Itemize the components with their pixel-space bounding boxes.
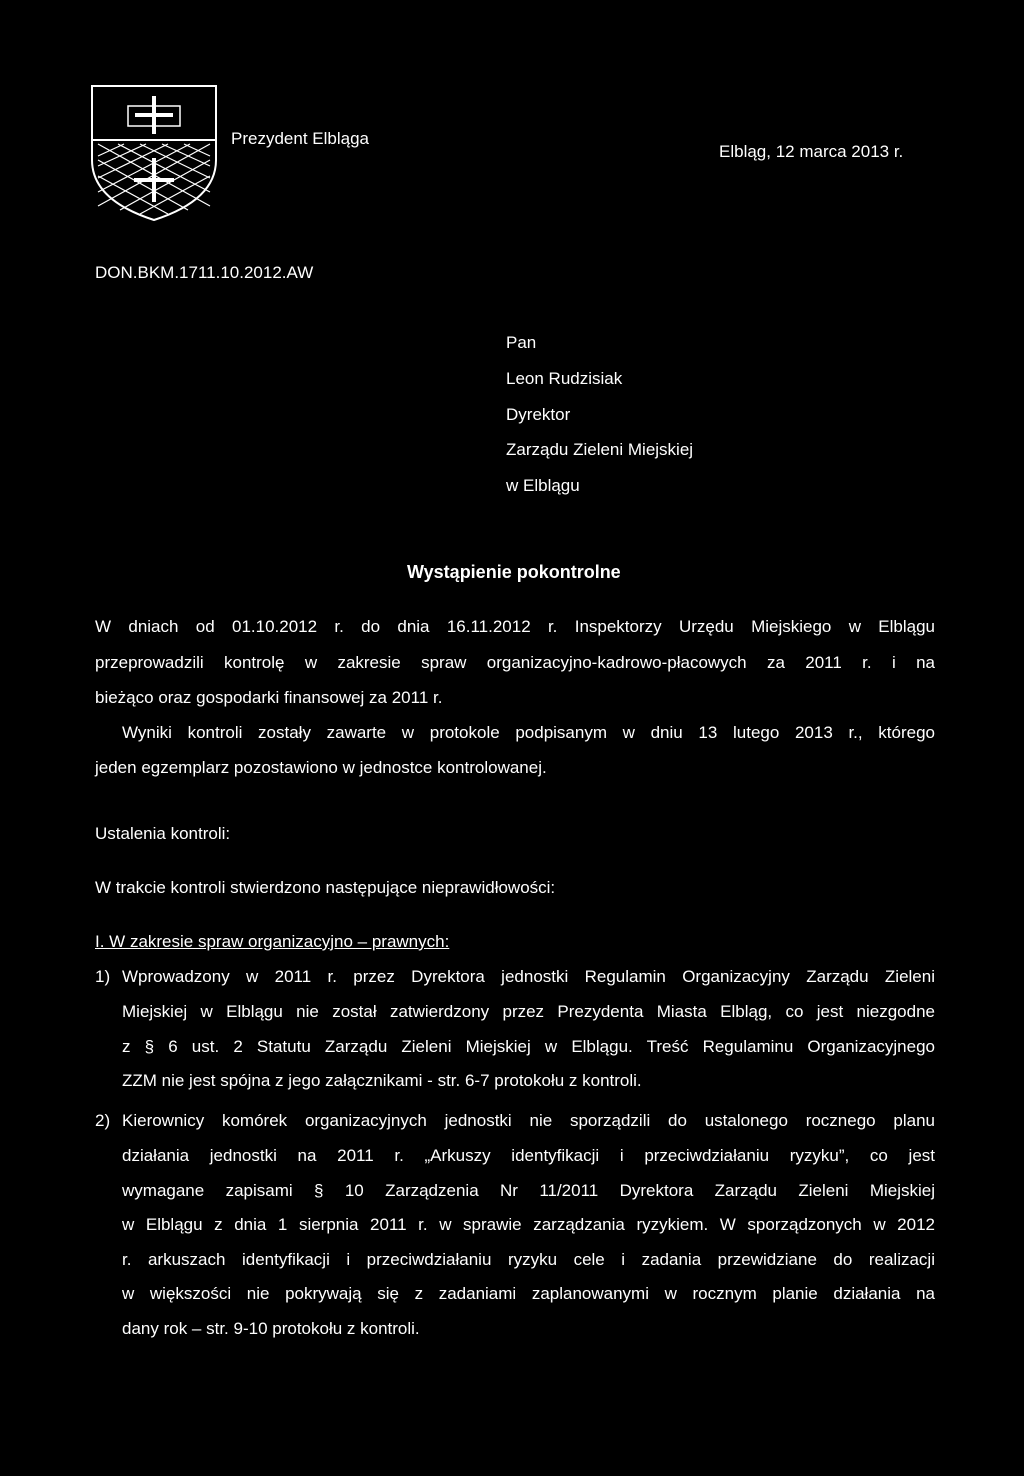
intro-line-3: bieżąco oraz gospodarki finansowej za 2011 r. bbox=[95, 688, 443, 707]
item-1-line-3: z § 6 ust. 2 Statutu Zarządu Zieleni Miejskiej w Elblągu. Treść Regulaminu Organizacyjnego bbox=[122, 1037, 935, 1056]
item-2-line-1: Kierownicy komórek organizacyjnych jednostki nie sporządzili do ustalonego rocznego planu bbox=[122, 1111, 935, 1130]
issuer-name: Prezydent Elbląga bbox=[231, 129, 369, 148]
addressee-city: w Elblągu bbox=[506, 476, 580, 495]
intro-line-1: W dniach od 01.10.2012 r. do dnia 16.11.2012 r. Inspektorzy Urzędu Miejskiego w Elblągu bbox=[95, 617, 935, 636]
item-2-line-2: działania jednostki na 2011 r. „Arkuszy identyfikacji i przeciwdziałaniu ryzyku”, co jest bbox=[122, 1146, 935, 1165]
item-1-line-2: Miejskiej w Elblągu nie został zatwierdzony przez Prezydenta Miasta Elbląg, co jest niezgodne bbox=[122, 1002, 935, 1021]
elblag-coat-of-arms bbox=[88, 82, 220, 224]
intro-line-2: przeprowadzili kontrolę w zakresie spraw organizacyjno-kadrowo-płacowych za 2011 r. i na bbox=[95, 653, 935, 672]
item-2-line-7: dany rok – str. 9-10 protokołu z kontroli. bbox=[122, 1319, 420, 1338]
findings-intro: W trakcie kontroli stwierdzono następujące nieprawidłowości: bbox=[95, 878, 556, 897]
item-2-line-5: r. arkuszach identyfikacji i przeciwdziałaniu ryzyku cele i zadania przewidziane do realizacji bbox=[122, 1250, 935, 1269]
addressee-position: Dyrektor bbox=[506, 405, 571, 424]
intro-line-5: jeden egzemplarz pozostawiono w jednostce kontrolowanej. bbox=[95, 758, 547, 777]
item-2-line-4: w Elblągu z dnia 1 sierpnia 2011 r. w sprawie zarządzania ryzykiem. W sporządzonych w 2012 bbox=[122, 1215, 935, 1234]
item-number: 1) bbox=[95, 967, 111, 986]
intro-line-4: Wyniki kontroli zostały zawarte w protokole podpisanym w dniu 13 lutego 2013 r., którego bbox=[122, 723, 935, 742]
document-title: Wystąpienie pokontrolne bbox=[407, 562, 621, 582]
addressee-salutation: Pan bbox=[506, 333, 537, 352]
item-number: 2) bbox=[95, 1111, 111, 1130]
reference-number: DON.BKM.1711.10.2012.AW bbox=[95, 263, 314, 282]
place-date: Elbląg, 12 marca 2013 r. bbox=[719, 142, 904, 161]
findings-heading: Ustalenia kontroli: bbox=[95, 824, 231, 843]
section-heading: I. W zakresie spraw organizacyjno – prawnych: bbox=[95, 932, 450, 951]
addressee-institution: Zarządu Zieleni Miejskiej bbox=[506, 440, 694, 459]
item-1-line-1: Wprowadzony w 2011 r. przez Dyrektora jednostki Regulamin Organizacyjny Zarządu Zieleni bbox=[122, 967, 935, 986]
item-2-line-6: w większości nie pokrywają się z zadaniami zaplanowanymi w rocznym planie działania na bbox=[122, 1284, 935, 1303]
addressee-name: Leon Rudzisiak bbox=[506, 369, 623, 388]
item-1-line-4: ZZM nie jest spójna z jego załącznikami - str. 6-7 protokołu z kontroli. bbox=[122, 1071, 642, 1090]
item-2-line-3: wymagane zapisami § 10 Zarządzenia Nr 11/2011 Dyrektora Zarządu Zieleni Miejskiej bbox=[122, 1181, 935, 1200]
